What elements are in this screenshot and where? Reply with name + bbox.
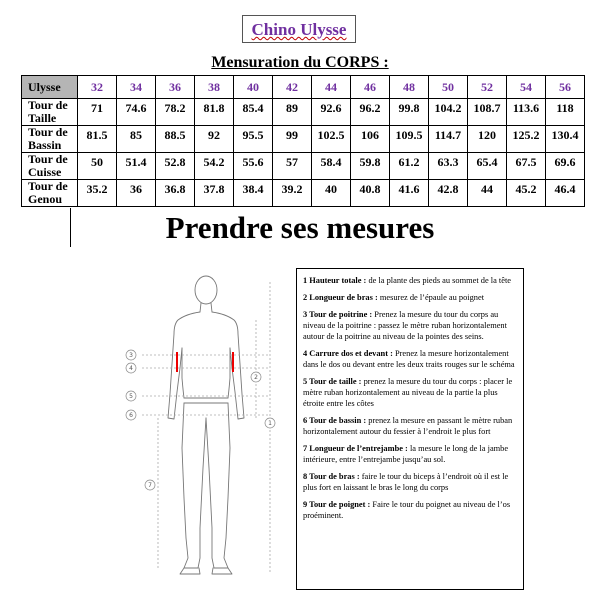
instruction-term: 9 Tour de poignet : — [303, 500, 371, 509]
table-cell: 44 — [468, 180, 507, 207]
instruction-text: faire le tour du biceps à l’endroit où il est le plus fort en laissant le bras le long du corps — [303, 472, 509, 492]
body-measurement-figure — [120, 268, 290, 588]
row-label — [22, 126, 78, 153]
marker-4 — [126, 363, 136, 373]
table-cell: 63.3 — [429, 153, 468, 180]
measurement-heading: Prendre ses mesures — [165, 210, 435, 245]
title-box — [242, 15, 356, 43]
product-title: Chino Ulysse — [251, 20, 347, 39]
table-cell: 71 — [78, 99, 117, 126]
size-header: 50 — [429, 76, 468, 99]
instruction-text: prenez la mesure en passant le mètre ruban horizontalement autour du fessier à l’endroit le plus fort — [303, 416, 513, 436]
table-cell: 85.4 — [234, 99, 273, 126]
row-label-line: Taille — [28, 111, 57, 125]
table-cell: 125.2 — [507, 126, 546, 153]
table-cell: 67.5 — [507, 153, 546, 180]
row-label-line: Tour de — [28, 179, 68, 193]
table-cell: 38.4 — [234, 180, 273, 207]
instruction-text: prenez la mesure du tour du corps : placer le mètre ruban horizontalement au niveau de la partie la plus étroite entre les côtes — [303, 377, 513, 408]
size-header-row — [22, 76, 585, 99]
table-cell: 58.4 — [312, 153, 351, 180]
table-cell: 42.8 — [429, 180, 468, 207]
table-cell: 108.7 — [468, 99, 507, 126]
table-cell: 120 — [468, 126, 507, 153]
table-cell: 99.8 — [390, 99, 429, 126]
instruction-term: 5 Tour de taille : — [303, 377, 362, 386]
table-cell: 78.2 — [156, 99, 195, 126]
table-cell: 92 — [195, 126, 234, 153]
row-label-line: Tour de — [28, 98, 68, 112]
table-cell: 102.5 — [312, 126, 351, 153]
svg-text:2: 2 — [254, 374, 258, 381]
svg-text:7: 7 — [148, 482, 152, 489]
table-cell: 106 — [351, 126, 390, 153]
figure-left-leg — [182, 403, 206, 568]
table-cell: 118 — [546, 99, 585, 126]
table-cell: 74.6 — [117, 99, 156, 126]
instruction-text: Faire le tour du poignet au niveau de l’os proéminent. — [303, 500, 511, 520]
svg-text:4: 4 — [129, 365, 133, 372]
size-header: 54 — [507, 76, 546, 99]
table-row — [22, 126, 585, 153]
instruction-term: 8 Tour de bras : — [303, 472, 360, 481]
size-header: 48 — [390, 76, 429, 99]
table-cell: 36.8 — [156, 180, 195, 207]
table-row — [22, 180, 585, 207]
marker-6 — [126, 410, 136, 420]
table-cell: 92.6 — [312, 99, 351, 126]
table-cell: 54.2 — [195, 153, 234, 180]
size-header: 44 — [312, 76, 351, 99]
size-header: 42 — [273, 76, 312, 99]
table-cell: 50 — [78, 153, 117, 180]
table-cell: 52.8 — [156, 153, 195, 180]
table-cell: 109.5 — [390, 126, 429, 153]
instruction-item — [303, 471, 517, 493]
row-label — [22, 180, 78, 207]
instruction-item — [303, 348, 517, 370]
size-header: 56 — [546, 76, 585, 99]
table-cell: 69.6 — [546, 153, 585, 180]
svg-text:3: 3 — [129, 352, 133, 359]
marker-3 — [126, 350, 136, 360]
table-cell: 51.4 — [117, 153, 156, 180]
size-table — [21, 75, 585, 207]
figure-right-leg — [206, 403, 230, 568]
table-cell: 81.5 — [78, 126, 117, 153]
table-cell: 99 — [273, 126, 312, 153]
table-cell: 89 — [273, 99, 312, 126]
instruction-text: Prenez la mesure horizontalement dans le dos ou devant entre les deux traits rouges sur le schéma — [303, 349, 515, 369]
table-cell: 61.2 — [390, 153, 429, 180]
svg-text:6: 6 — [129, 412, 133, 419]
table-cell: 95.5 — [234, 126, 273, 153]
table-cell: 46.4 — [546, 180, 585, 207]
marker-1 — [265, 418, 275, 428]
table-cell: 88.5 — [156, 126, 195, 153]
instruction-term: 7 Longueur de l’entrejambe : — [303, 444, 408, 453]
row-label-line: Tour de — [28, 152, 68, 166]
size-header: 34 — [117, 76, 156, 99]
table-cell: 114.7 — [429, 126, 468, 153]
marker-7 — [145, 480, 155, 490]
table-cell: 113.6 — [507, 99, 546, 126]
size-header: 32 — [78, 76, 117, 99]
row-label-line: Bassin — [28, 138, 62, 152]
table-cell: 36 — [117, 180, 156, 207]
svg-text:1: 1 — [268, 420, 272, 427]
row-label — [22, 153, 78, 180]
figure-head — [195, 276, 217, 304]
row-label-line: Genou — [28, 192, 63, 206]
instruction-text: mesurez de l’épaule au poignet — [377, 293, 485, 302]
table-cell: 85 — [117, 126, 156, 153]
table-row — [22, 153, 585, 180]
measurement-instructions — [296, 268, 524, 590]
table-cell: 57 — [273, 153, 312, 180]
instruction-term: 1 Hauteur totale : — [303, 276, 367, 285]
instruction-term: 4 Carrure dos et devant : — [303, 349, 393, 358]
instruction-text: de la plante des pieds au sommet de la tête — [366, 276, 512, 285]
table-corner-label: Ulysse — [22, 76, 78, 99]
table-cell: 96.2 — [351, 99, 390, 126]
instruction-item — [303, 376, 517, 409]
table-cell: 81.8 — [195, 99, 234, 126]
instruction-item — [303, 309, 517, 342]
table-cell: 104.2 — [429, 99, 468, 126]
row-label — [22, 99, 78, 126]
size-header: 36 — [156, 76, 195, 99]
row-label-line: Tour de — [28, 125, 68, 139]
instruction-item — [303, 499, 517, 521]
size-header: 40 — [234, 76, 273, 99]
instruction-term: 2 Longueur de bras : — [303, 293, 378, 302]
instruction-text: Prenez la mesure du tour du corps au niveau de la poitrine : passez le mètre ruban horizontalement autour de la poitrine au niveau de la pointes des seins. — [303, 310, 507, 341]
instruction-item — [303, 275, 517, 286]
table-cell: 45.2 — [507, 180, 546, 207]
table-cell: 40 — [312, 180, 351, 207]
table-row — [22, 99, 585, 126]
table-cell: 55.6 — [234, 153, 273, 180]
size-header: 52 — [468, 76, 507, 99]
table-cell: 130.4 — [546, 126, 585, 153]
table-cell: 41.6 — [390, 180, 429, 207]
marker-5 — [126, 391, 136, 401]
instruction-item — [303, 292, 517, 303]
svg-text:5: 5 — [129, 393, 133, 400]
table-cell: 37.8 — [195, 180, 234, 207]
table-cell: 65.4 — [468, 153, 507, 180]
table-cell: 59.8 — [351, 153, 390, 180]
instruction-text: la mesure le long de la jambe intérieure, entre l’entrejambe jusqu’au sol. — [303, 444, 509, 464]
table-cell: 40.8 — [351, 180, 390, 207]
table-cell: 35.2 — [78, 180, 117, 207]
instruction-term: 3 Tour de poitrine : — [303, 310, 373, 319]
row-label-line: Cuisse — [28, 165, 62, 179]
table-cell: 39.2 — [273, 180, 312, 207]
table-subtitle: Mensuration du CORPS : — [211, 54, 389, 71]
instruction-term: 6 Tour de bassin : — [303, 416, 367, 425]
instruction-item — [303, 415, 517, 437]
marker-2 — [251, 372, 261, 382]
size-header: 46 — [351, 76, 390, 99]
instruction-item — [303, 443, 517, 465]
size-header: 38 — [195, 76, 234, 99]
